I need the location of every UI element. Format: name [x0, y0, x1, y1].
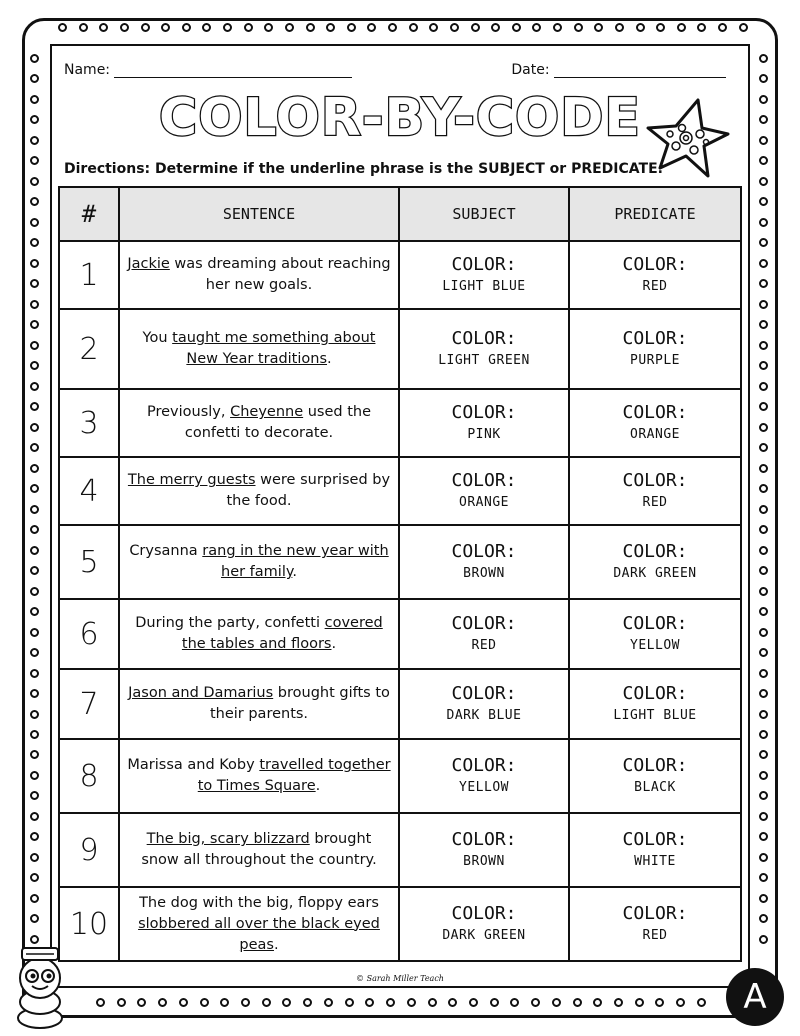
underlined-phrase: Jason and Damarius	[128, 685, 274, 701]
border-dot	[759, 402, 768, 411]
border-dot	[759, 566, 768, 575]
border-dot	[99, 23, 108, 32]
underlined-phrase: travelled together to Times Square	[197, 757, 391, 794]
border-dot	[30, 566, 39, 575]
border-dot	[510, 998, 519, 1007]
table-row	[59, 887, 741, 961]
copyright-text: © Sarah Miller Teach	[356, 974, 444, 983]
sentence-text: .	[292, 564, 297, 580]
border-dot	[120, 23, 129, 32]
row-number: 1	[59, 241, 119, 309]
border-dot	[759, 156, 768, 165]
predicate-color-cell[interactable]	[569, 739, 741, 813]
border-dot	[30, 402, 39, 411]
border-dot	[30, 382, 39, 391]
border-dot	[574, 23, 583, 32]
subject-color-value: RED	[471, 638, 497, 653]
border-dot	[202, 23, 211, 32]
border-dot	[30, 587, 39, 596]
border-dot	[79, 23, 88, 32]
border-dot	[96, 998, 105, 1007]
sentence-text: During the party, confetti	[135, 615, 325, 631]
color-label: COLOR:	[622, 829, 688, 850]
underlined-phrase: slobbered all over the black eyed peas	[138, 915, 380, 953]
border-dot	[30, 832, 39, 841]
border-dot	[30, 771, 39, 780]
directions-text: Directions: Determine if the underline phrase is the SUBJECT or PREDICATE.	[64, 161, 663, 177]
border-dot	[324, 998, 333, 1007]
border-dot	[244, 23, 253, 32]
border-dot	[739, 23, 748, 32]
border-dot	[759, 54, 768, 63]
date-field[interactable]	[511, 62, 726, 78]
version-badge: A	[726, 968, 784, 1026]
predicate-color-cell[interactable]	[569, 309, 741, 389]
border-dot	[409, 23, 418, 32]
border-dot	[306, 23, 315, 32]
border-dot	[30, 791, 39, 800]
sentence-text: .	[315, 778, 321, 794]
row-number: 9	[59, 813, 119, 887]
border-dot	[345, 998, 354, 1007]
border-dot	[676, 998, 685, 1007]
dots-border-left	[30, 54, 39, 944]
color-label: COLOR:	[451, 470, 517, 491]
border-dot	[137, 998, 146, 1007]
border-dot	[759, 873, 768, 882]
border-dot	[759, 628, 768, 637]
predicate-color-value: RED	[642, 495, 668, 510]
border-dot	[759, 791, 768, 800]
sentence-text: were surprised by the food.	[226, 472, 391, 509]
border-dot	[594, 23, 603, 32]
predicate-color-cell[interactable]	[569, 389, 741, 457]
border-dot	[759, 710, 768, 719]
border-dot	[759, 689, 768, 698]
border-dot	[30, 546, 39, 555]
border-dot	[553, 23, 562, 32]
border-dot	[469, 998, 478, 1007]
border-dot	[30, 484, 39, 493]
predicate-color-cell[interactable]	[569, 457, 741, 525]
border-dot	[179, 998, 188, 1007]
border-dot	[161, 23, 170, 32]
underlined-phrase: Jackie	[127, 256, 170, 272]
border-dot	[326, 23, 335, 32]
border-dot	[759, 320, 768, 329]
color-label: COLOR:	[451, 328, 517, 349]
subject-color-cell[interactable]	[399, 813, 569, 887]
color-label: COLOR:	[451, 755, 517, 776]
header-subject: SUBJECT	[399, 187, 569, 241]
color-label: COLOR:	[451, 903, 517, 924]
border-dot	[759, 546, 768, 555]
predicate-color-value: PURPLE	[630, 353, 680, 368]
border-dot	[759, 607, 768, 616]
table-row	[59, 389, 741, 457]
border-dot	[759, 382, 768, 391]
sentence-text: Marissa and Koby	[127, 757, 260, 773]
border-dot	[262, 998, 271, 1007]
border-dot	[759, 812, 768, 821]
subject-color-value: YELLOW	[459, 780, 509, 795]
border-dot	[264, 23, 273, 32]
border-dot	[759, 279, 768, 288]
border-dot	[30, 607, 39, 616]
border-dot	[759, 750, 768, 759]
border-dot	[450, 23, 459, 32]
border-dot	[117, 998, 126, 1007]
border-dot	[303, 998, 312, 1007]
border-dot	[30, 361, 39, 370]
color-label: COLOR:	[622, 470, 688, 491]
border-dot	[30, 464, 39, 473]
border-dot	[759, 197, 768, 206]
subject-color-value: LIGHT BLUE	[442, 279, 526, 294]
border-dot	[532, 23, 541, 32]
worm-mascot-icon	[6, 938, 76, 1030]
header-sentence: SENTENCE	[119, 187, 399, 241]
border-dot	[30, 95, 39, 104]
table-row	[59, 525, 741, 599]
border-dot	[30, 669, 39, 678]
underlined-phrase: The big, scary blizzard	[146, 831, 310, 847]
border-dot	[471, 23, 480, 32]
border-dot	[365, 998, 374, 1007]
border-dot	[30, 648, 39, 657]
border-dot	[30, 300, 39, 309]
border-dot	[30, 279, 39, 288]
subject-color-cell[interactable]	[399, 241, 569, 309]
color-label: COLOR:	[622, 402, 688, 423]
predicate-color-value: ORANGE	[630, 427, 680, 442]
table-row	[59, 813, 741, 887]
predicate-color-value: RED	[642, 279, 668, 294]
border-dot	[200, 998, 209, 1007]
name-line	[114, 77, 352, 78]
subject-color-cell[interactable]	[399, 309, 569, 389]
border-dot	[759, 894, 768, 903]
predicate-color-value: LIGHT BLUE	[613, 708, 697, 723]
sentence-text: brought snow all throughout the country.	[141, 831, 377, 868]
border-dot	[656, 23, 665, 32]
predicate-color-value: BLACK	[634, 780, 676, 795]
border-dot	[759, 300, 768, 309]
subject-color-cell[interactable]	[399, 887, 569, 961]
subject-color-value: LIGHT GREEN	[438, 353, 530, 368]
sentence-text: was dreaming about reaching her new goals.	[169, 256, 391, 293]
predicate-color-cell[interactable]	[569, 525, 741, 599]
subject-color-cell[interactable]	[399, 599, 569, 669]
border-dot	[30, 812, 39, 821]
border-dot	[30, 218, 39, 227]
border-dot	[552, 998, 561, 1007]
subject-color-value: BROWN	[463, 854, 505, 869]
sentence-cell	[119, 309, 399, 389]
border-dot	[697, 23, 706, 32]
sentence-text: brought gifts to their parents.	[209, 685, 390, 722]
predicate-color-value: DARK GREEN	[613, 566, 697, 581]
border-dot	[759, 115, 768, 124]
border-dot	[30, 341, 39, 350]
dots-border-top	[58, 23, 748, 32]
predicate-color-cell[interactable]	[569, 669, 741, 739]
subject-color-cell[interactable]	[399, 739, 569, 813]
header-number: #	[59, 187, 119, 241]
border-dot	[759, 361, 768, 370]
sentence-text: Previously,	[146, 404, 231, 420]
border-dot	[759, 525, 768, 534]
color-label: COLOR:	[451, 541, 517, 562]
predicate-color-cell[interactable]	[569, 887, 741, 961]
border-dot	[30, 505, 39, 514]
border-dot	[614, 998, 623, 1007]
border-dot	[223, 23, 232, 32]
border-dot	[677, 23, 686, 32]
border-dot	[388, 23, 397, 32]
border-dot	[30, 525, 39, 534]
table-header-row	[59, 187, 741, 241]
border-dot	[30, 730, 39, 739]
border-dot	[573, 998, 582, 1007]
color-code-table	[58, 186, 742, 962]
row-number: 7	[59, 669, 119, 739]
border-dot	[182, 23, 191, 32]
border-dot	[241, 998, 250, 1007]
border-dot	[635, 998, 644, 1007]
subject-color-cell[interactable]	[399, 389, 569, 457]
color-label: COLOR:	[622, 541, 688, 562]
sentence-cell	[119, 241, 399, 309]
predicate-color-value: RED	[642, 928, 668, 943]
subject-color-value: ORANGE	[459, 495, 509, 510]
underlined-phrase: rang in the new year with her family	[202, 543, 389, 580]
subject-color-value: DARK GREEN	[442, 928, 526, 943]
underlined-phrase: taught me something about New Year traditions	[172, 330, 376, 367]
sentence-cell	[119, 457, 399, 525]
border-dot	[30, 423, 39, 432]
border-dot	[636, 23, 645, 32]
border-dot	[367, 23, 376, 32]
border-dot	[429, 23, 438, 32]
table-row	[59, 669, 741, 739]
dots-border-bottom	[96, 998, 706, 1007]
border-dot	[759, 587, 768, 596]
sentence-text: .	[273, 936, 279, 953]
border-dot	[759, 259, 768, 268]
border-dot	[593, 998, 602, 1007]
border-dot	[30, 115, 39, 124]
color-label: COLOR:	[451, 613, 517, 634]
border-dot	[30, 689, 39, 698]
border-dot	[141, 23, 150, 32]
name-date-row	[64, 62, 726, 78]
subject-color-cell[interactable]	[399, 669, 569, 739]
underlined-phrase: The merry guests	[127, 472, 256, 488]
row-number: 8	[59, 739, 119, 813]
border-dot	[30, 894, 39, 903]
border-dot	[448, 998, 457, 1007]
predicate-color-value: YELLOW	[630, 638, 680, 653]
border-dot	[759, 136, 768, 145]
border-dot	[718, 23, 727, 32]
border-dot	[58, 23, 67, 32]
sentence-text: used the confetti to decorate.	[184, 404, 372, 441]
border-dot	[30, 238, 39, 247]
subject-color-value: DARK BLUE	[446, 708, 522, 723]
border-dot	[759, 177, 768, 186]
border-dot	[759, 484, 768, 493]
sentence-cell	[119, 389, 399, 457]
row-number: 2	[59, 309, 119, 389]
border-dot	[759, 771, 768, 780]
subject-color-value: BROWN	[463, 566, 505, 581]
color-label: COLOR:	[451, 402, 517, 423]
border-dot	[759, 648, 768, 657]
border-dot	[512, 23, 521, 32]
table-row	[59, 739, 741, 813]
border-dot	[386, 998, 395, 1007]
border-dot	[30, 320, 39, 329]
border-dot	[759, 832, 768, 841]
color-label: COLOR:	[622, 328, 688, 349]
sentence-cell	[119, 599, 399, 669]
sentence-text: The dog with the big, floppy ears	[139, 894, 379, 911]
predicate-color-cell[interactable]	[569, 599, 741, 669]
sentence-cell	[119, 525, 399, 599]
color-label: COLOR:	[622, 254, 688, 275]
sentence-text: You	[142, 330, 173, 346]
border-dot	[30, 177, 39, 186]
color-label: COLOR:	[622, 683, 688, 704]
sentence-cell	[119, 739, 399, 813]
dots-border-right	[759, 54, 768, 944]
table-row	[59, 599, 741, 669]
subject-color-cell[interactable]	[399, 525, 569, 599]
row-number: 4	[59, 457, 119, 525]
row-number: 6	[59, 599, 119, 669]
border-dot	[491, 23, 500, 32]
row-number: 3	[59, 389, 119, 457]
color-label: COLOR:	[622, 755, 688, 776]
header-predicate: PREDICATE	[569, 187, 741, 241]
subject-color-cell[interactable]	[399, 457, 569, 525]
sentence-cell	[119, 669, 399, 739]
border-dot	[759, 853, 768, 862]
border-dot	[30, 750, 39, 759]
sentence-text: .	[327, 351, 332, 367]
sentence-text: .	[331, 636, 337, 652]
border-dot	[759, 914, 768, 923]
table-row	[59, 241, 741, 309]
border-dot	[30, 853, 39, 862]
border-dot	[759, 238, 768, 247]
border-dot	[30, 628, 39, 637]
color-label: COLOR:	[622, 613, 688, 634]
border-dot	[759, 95, 768, 104]
name-field[interactable]	[64, 62, 352, 78]
color-label: COLOR:	[451, 683, 517, 704]
border-dot	[30, 74, 39, 83]
border-dot	[531, 998, 540, 1007]
table-row	[59, 309, 741, 389]
row-number: 5	[59, 525, 119, 599]
border-dot	[655, 998, 664, 1007]
border-dot	[759, 935, 768, 944]
color-label: COLOR:	[622, 903, 688, 924]
border-dot	[407, 998, 416, 1007]
border-dot	[30, 873, 39, 882]
border-dot	[30, 136, 39, 145]
subject-color-value: PINK	[467, 427, 501, 442]
border-dot	[285, 23, 294, 32]
row-number: 10	[59, 887, 119, 961]
border-dot	[697, 998, 706, 1007]
border-dot	[759, 218, 768, 227]
border-dot	[759, 423, 768, 432]
border-dot	[30, 914, 39, 923]
border-dot	[759, 341, 768, 350]
sentence-text: Crysanna	[129, 543, 203, 559]
sentence-cell	[119, 887, 399, 961]
border-dot	[615, 23, 624, 32]
page-title: COLOR-BY-CODE	[159, 88, 641, 148]
predicate-color-value: WHITE	[634, 854, 676, 869]
border-dot	[347, 23, 356, 32]
border-dot	[30, 443, 39, 452]
border-dot	[490, 998, 499, 1007]
predicate-color-cell[interactable]	[569, 813, 741, 887]
border-dot	[158, 998, 167, 1007]
name-label: Name:	[64, 62, 111, 78]
border-dot	[759, 74, 768, 83]
border-dot	[759, 443, 768, 452]
border-dot	[759, 669, 768, 678]
color-label: COLOR:	[451, 829, 517, 850]
border-dot	[759, 505, 768, 514]
underlined-phrase: covered the tables and floors	[181, 615, 383, 652]
border-dot	[428, 998, 437, 1007]
predicate-color-cell[interactable]	[569, 241, 741, 309]
border-dot	[282, 998, 291, 1007]
border-dot	[30, 54, 39, 63]
border-dot	[30, 156, 39, 165]
border-dot	[30, 710, 39, 719]
border-dot	[759, 730, 768, 739]
border-dot	[30, 259, 39, 268]
border-dot	[759, 464, 768, 473]
color-label: COLOR:	[451, 254, 517, 275]
sentence-cell	[119, 813, 399, 887]
border-dot	[220, 998, 229, 1007]
table-row	[59, 457, 741, 525]
border-dot	[30, 197, 39, 206]
date-label: Date:	[511, 62, 550, 78]
date-line	[554, 77, 726, 78]
underlined-phrase: Cheyenne	[230, 404, 304, 420]
